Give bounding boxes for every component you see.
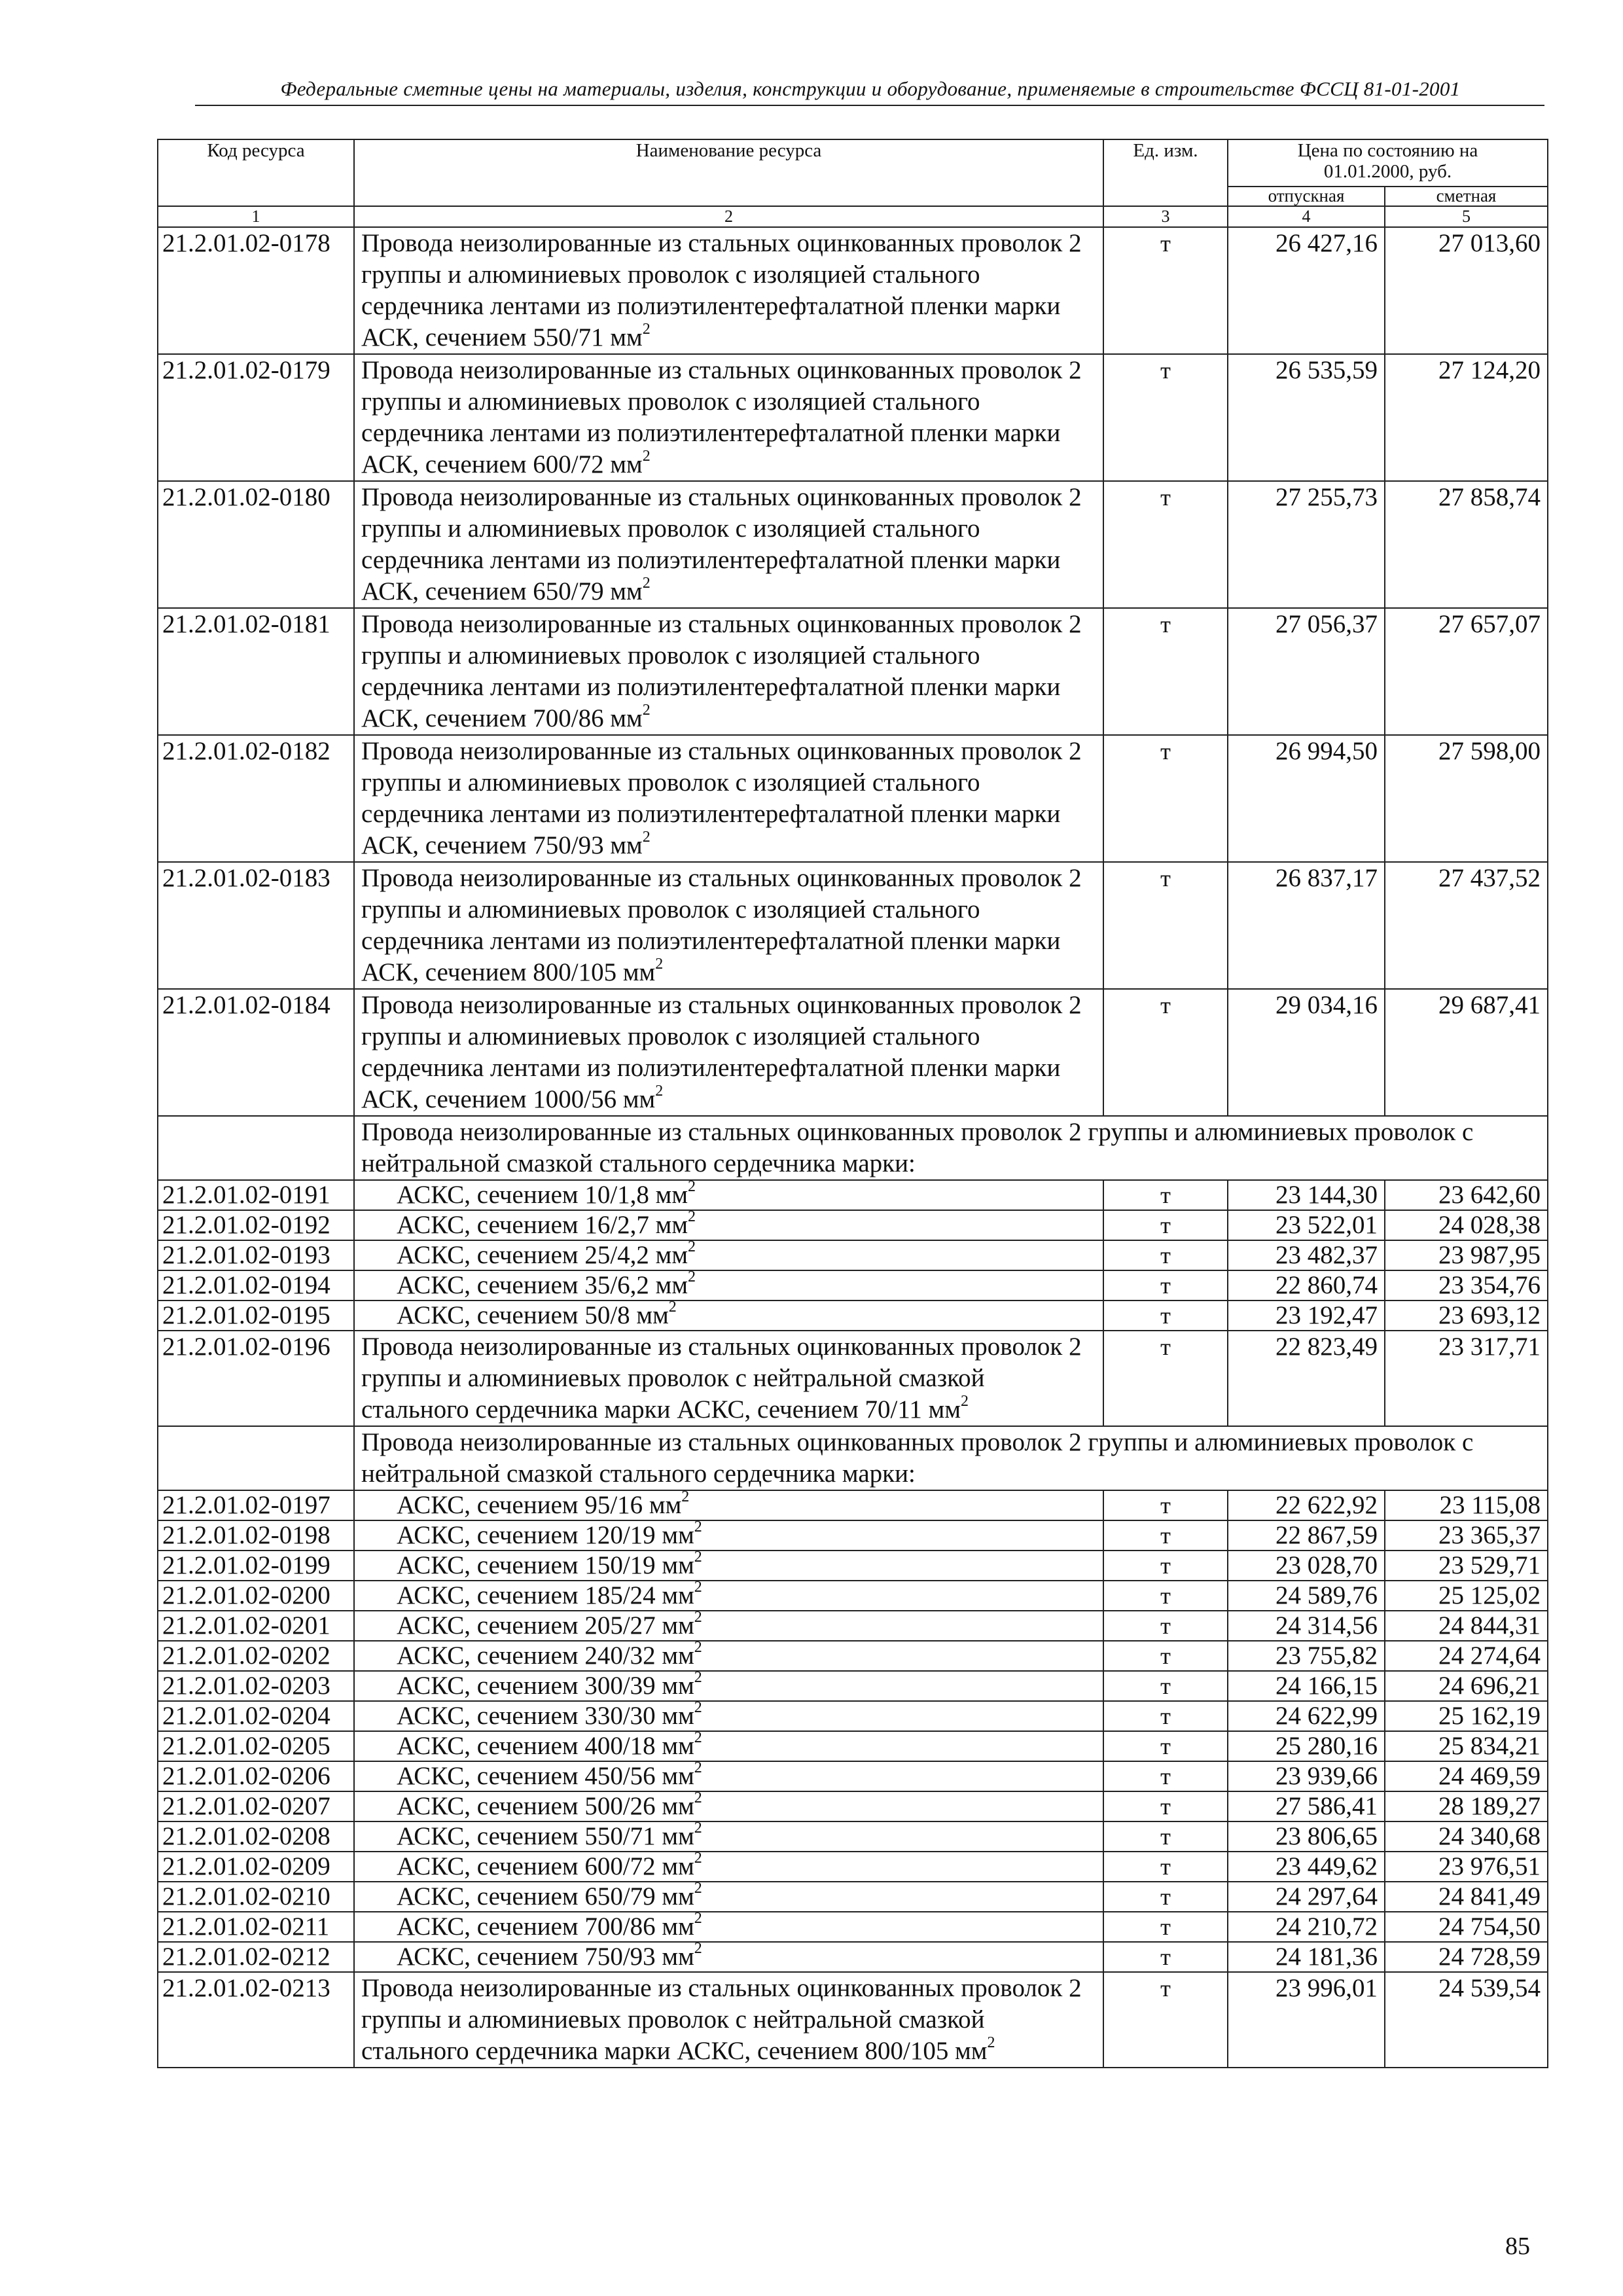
table-row	[158, 1520, 1548, 1551]
unit: т	[1103, 1581, 1228, 1611]
resource-name-text: АСКС, сечением 650/79 мм	[397, 1882, 694, 1910]
resource-name-text: Провода неизолированные из стальных оцинкованных проволок 2 группы и алюминиевых проволок с изоляцией стального сердечника лентами из полиэтилентерефталатной пленки марки АСК, сечением 600/72 мм	[361, 356, 1082, 478]
header-code: Код ресурса	[158, 139, 354, 206]
table-row	[158, 227, 1548, 354]
table-row	[158, 1641, 1548, 1671]
resource-code: 21.2.01.02-0212	[158, 1942, 354, 1972]
resource-name	[354, 1331, 1103, 1426]
price-release: 24 210,72	[1228, 1912, 1385, 1942]
table-row	[158, 481, 1548, 608]
page-number: 85	[1505, 2233, 1530, 2260]
unit: т	[1103, 1331, 1228, 1426]
price-estimate: 24 340,68	[1385, 1821, 1548, 1852]
resource-code: 21.2.01.02-0200	[158, 1581, 354, 1611]
price-release: 24 622,99	[1228, 1701, 1385, 1731]
price-release: 29 034,16	[1228, 989, 1385, 1116]
resource-name	[354, 1852, 1103, 1882]
resource-name-text: Провода неизолированные из стальных оцинкованных проволок 2 группы и алюминиевых проволок с изоляцией стального сердечника лентами из полиэтилентерефталатной пленки марки АСК, сечением 550/71 мм	[361, 229, 1082, 351]
price-release: 26 535,59	[1228, 354, 1385, 481]
price-estimate: 23 987,95	[1385, 1240, 1548, 1270]
resource-code: 21.2.01.02-0208	[158, 1821, 354, 1852]
table-row	[158, 1490, 1548, 1520]
resource-name	[354, 1731, 1103, 1761]
price-estimate: 25 162,19	[1385, 1701, 1548, 1731]
price-estimate: 23 693,12	[1385, 1300, 1548, 1331]
resource-name	[354, 1761, 1103, 1791]
unit: т	[1103, 608, 1228, 735]
resource-name	[354, 1490, 1103, 1520]
resource-name	[354, 608, 1103, 735]
price-estimate: 23 115,08	[1385, 1490, 1548, 1520]
price-estimate: 27 858,74	[1385, 481, 1548, 608]
resource-code: 21.2.01.02-0211	[158, 1912, 354, 1942]
resource-name-text: АСКС, сечением 700/86 мм	[397, 1912, 694, 1941]
resource-code: 21.2.01.02-0197	[158, 1490, 354, 1520]
price-estimate: 23 317,71	[1385, 1331, 1548, 1426]
resource-code: 21.2.01.02-0179	[158, 354, 354, 481]
price-estimate: 27 124,20	[1385, 354, 1548, 481]
price-estimate: 23 642,60	[1385, 1180, 1548, 1210]
resource-name	[354, 1882, 1103, 1912]
resource-name-text: Провода неизолированные из стальных оцинкованных проволок 2 группы и алюминиевых проволок с изоляцией стального сердечника лентами из полиэтилентерефталатной пленки марки АСК, сечением 700/86 мм	[361, 610, 1082, 732]
price-estimate: 27 657,07	[1385, 608, 1548, 735]
resource-name-text: АСКС, сечением 185/24 мм	[397, 1581, 694, 1609]
unit-superscript: 2	[694, 1669, 702, 1686]
resource-name-text: АСКС, сечением 150/19 мм	[397, 1551, 694, 1579]
resource-name	[354, 1641, 1103, 1671]
resource-name-text: АСКС, сечением 10/1,8 мм	[397, 1181, 688, 1209]
resource-name-text: АСКС, сечением 25/4,2 мм	[397, 1241, 688, 1269]
resource-name	[354, 1821, 1103, 1852]
price-release: 27 255,73	[1228, 481, 1385, 608]
price-release: 23 449,62	[1228, 1852, 1385, 1882]
unit-superscript: 2	[961, 1393, 969, 1410]
unit-superscript: 2	[688, 1238, 696, 1255]
price-release: 22 823,49	[1228, 1331, 1385, 1426]
price-estimate: 23 354,76	[1385, 1270, 1548, 1300]
resource-code: 21.2.01.02-0193	[158, 1240, 354, 1270]
table-body	[158, 227, 1548, 2068]
resource-code: 21.2.01.02-0198	[158, 1520, 354, 1551]
unit-superscript: 2	[688, 1268, 696, 1285]
unit: т	[1103, 1912, 1228, 1942]
price-estimate: 27 013,60	[1385, 227, 1548, 354]
column-number: 4	[1228, 206, 1385, 227]
resource-code: 21.2.01.02-0184	[158, 989, 354, 1116]
resource-name	[354, 1240, 1103, 1270]
table-row	[158, 989, 1548, 1116]
resource-code: 21.2.01.02-0196	[158, 1331, 354, 1426]
header-name: Наименование ресурса	[354, 139, 1103, 206]
table-row	[158, 1240, 1548, 1270]
unit-superscript: 2	[694, 1518, 702, 1535]
resource-name-text: АСКС, сечением 750/93 мм	[397, 1943, 694, 1971]
table-row	[158, 1611, 1548, 1641]
resource-code: 21.2.01.02-0203	[158, 1671, 354, 1701]
unit: т	[1103, 1821, 1228, 1852]
price-release: 23 522,01	[1228, 1210, 1385, 1240]
resource-code: 21.2.01.02-0209	[158, 1852, 354, 1882]
price-release: 23 144,30	[1228, 1180, 1385, 1210]
resource-name-text: АСКС, сечением 240/32 мм	[397, 1641, 694, 1670]
resource-code: 21.2.01.02-0204	[158, 1701, 354, 1731]
header-price-release: отпускная	[1228, 187, 1385, 206]
resource-name-text: АСКС, сечением 205/27 мм	[397, 1611, 694, 1640]
table-row	[158, 1701, 1548, 1731]
unit: т	[1103, 1270, 1228, 1300]
column-number: 5	[1385, 206, 1548, 227]
resource-name	[354, 1701, 1103, 1731]
resource-name-text: АСКС, сечением 600/72 мм	[397, 1852, 694, 1880]
price-release: 23 755,82	[1228, 1641, 1385, 1671]
resource-name	[354, 481, 1103, 608]
unit-superscript: 2	[694, 1940, 702, 1957]
resource-code: 21.2.01.02-0206	[158, 1761, 354, 1791]
resource-name-text: АСКС, сечением 120/19 мм	[397, 1521, 694, 1549]
resource-name	[354, 1551, 1103, 1581]
resource-name-text: Провода неизолированные из стальных оцинкованных проволок 2 группы и алюминиевых проволок с изоляцией стального сердечника лентами из полиэтилентерефталатной пленки марки АСК, сечением 650/79 мм	[361, 483, 1082, 605]
resource-name	[354, 735, 1103, 862]
unit-superscript: 2	[694, 1549, 702, 1566]
resource-code: 21.2.01.02-0183	[158, 862, 354, 989]
resource-name-text: АСКС, сечением 500/26 мм	[397, 1792, 694, 1820]
resource-code: 21.2.01.02-0207	[158, 1791, 354, 1821]
resource-code: 21.2.01.02-0178	[158, 227, 354, 354]
resource-name	[354, 1520, 1103, 1551]
resource-name	[354, 1581, 1103, 1611]
header-price-group: Цена по состоянию на 01.01.2000, руб.	[1228, 139, 1548, 187]
unit: т	[1103, 1520, 1228, 1551]
resource-name-text: Провода неизолированные из стальных оцинкованных проволок 2 группы и алюминиевых проволок с нейтральной смазкой стального сердечника марки АСКС, сечением 70/11 мм	[361, 1333, 1082, 1424]
price-release: 22 867,59	[1228, 1520, 1385, 1551]
price-release: 23 939,66	[1228, 1761, 1385, 1791]
price-estimate: 28 189,27	[1385, 1791, 1548, 1821]
price-estimate: 24 028,38	[1385, 1210, 1548, 1240]
resource-name	[354, 1180, 1103, 1210]
price-estimate: 24 841,49	[1385, 1882, 1548, 1912]
table-row	[158, 354, 1548, 481]
unit: т	[1103, 1180, 1228, 1210]
price-release: 25 280,16	[1228, 1731, 1385, 1761]
resource-name	[354, 1972, 1103, 2068]
resource-code: 21.2.01.02-0210	[158, 1882, 354, 1912]
table-row	[158, 1972, 1548, 2068]
unit: т	[1103, 1972, 1228, 2068]
unit-superscript: 2	[694, 1729, 702, 1746]
resource-name	[354, 1210, 1103, 1240]
unit-superscript: 2	[655, 956, 664, 973]
group-heading: Провода неизолированные из стальных оцинкованных проволок 2 группы и алюминиевых проволок с нейтральной смазкой стального сердечника марки:	[354, 1116, 1548, 1180]
resource-name-text: АСКС, сечением 450/56 мм	[397, 1762, 694, 1790]
resource-name-text: Провода неизолированные из стальных оцинкованных проволок 2 группы и алюминиевых проволок с нейтральной смазкой стального сердечника марки АСКС, сечением 800/105 мм	[361, 1974, 1082, 2065]
price-estimate: 24 539,54	[1385, 1972, 1548, 2068]
column-numbers-row	[158, 206, 1548, 227]
unit-superscript: 2	[694, 1639, 702, 1656]
table-row	[158, 1731, 1548, 1761]
unit: т	[1103, 1761, 1228, 1791]
price-release: 26 837,17	[1228, 862, 1385, 989]
unit: т	[1103, 1641, 1228, 1671]
header-unit: Ед. изм.	[1103, 139, 1228, 206]
resource-code: 21.2.01.02-0182	[158, 735, 354, 862]
price-release: 24 166,15	[1228, 1671, 1385, 1701]
unit-superscript: 2	[694, 1579, 702, 1596]
group-heading: Провода неизолированные из стальных оцинкованных проволок 2 группы и алюминиевых проволок с нейтральной смазкой стального сердечника марки:	[354, 1426, 1548, 1490]
unit-superscript: 2	[642, 448, 651, 465]
resource-name-text: АСКС, сечением 550/71 мм	[397, 1822, 694, 1850]
resource-name	[354, 1791, 1103, 1821]
unit-superscript: 2	[694, 1759, 702, 1776]
unit-superscript: 2	[987, 2034, 995, 2051]
code-cell	[158, 1426, 354, 1490]
header-rule	[195, 105, 1544, 106]
price-release: 24 589,76	[1228, 1581, 1385, 1611]
resource-name-text: АСКС, сечением 300/39 мм	[397, 1672, 694, 1700]
resource-code: 21.2.01.02-0195	[158, 1300, 354, 1331]
price-release: 23 482,37	[1228, 1240, 1385, 1270]
unit-superscript: 2	[694, 1789, 702, 1806]
price-release: 22 860,74	[1228, 1270, 1385, 1300]
resource-name	[354, 1671, 1103, 1701]
resource-code: 21.2.01.02-0180	[158, 481, 354, 608]
price-estimate: 27 598,00	[1385, 735, 1548, 862]
price-release: 24 181,36	[1228, 1942, 1385, 1972]
price-estimate: 25 125,02	[1385, 1581, 1548, 1611]
price-release: 27 586,41	[1228, 1791, 1385, 1821]
resource-code: 21.2.01.02-0192	[158, 1210, 354, 1240]
table-row	[158, 1912, 1548, 1942]
resource-code: 21.2.01.02-0213	[158, 1972, 354, 2068]
unit: т	[1103, 1240, 1228, 1270]
table-row	[158, 1821, 1548, 1852]
resource-name-text: АСКС, сечением 330/30 мм	[397, 1702, 694, 1730]
table-row	[158, 608, 1548, 735]
unit: т	[1103, 735, 1228, 862]
unit: т	[1103, 481, 1228, 608]
unit-superscript: 2	[688, 1208, 696, 1225]
unit-superscript: 2	[681, 1488, 690, 1505]
price-table	[157, 139, 1548, 2068]
resource-code: 21.2.01.02-0191	[158, 1180, 354, 1210]
price-release: 27 056,37	[1228, 608, 1385, 735]
unit: т	[1103, 227, 1228, 354]
unit: т	[1103, 1551, 1228, 1581]
resource-name-text: Провода неизолированные из стальных оцинкованных проволок 2 группы и алюминиевых проволок с изоляцией стального сердечника лентами из полиэтилентерефталатной пленки марки АСК, сечением 750/93 мм	[361, 737, 1082, 859]
resource-name	[354, 1300, 1103, 1331]
table-row	[158, 1180, 1548, 1210]
resource-name-text: АСКС, сечением 16/2,7 мм	[397, 1211, 688, 1239]
unit: т	[1103, 1300, 1228, 1331]
unit: т	[1103, 1942, 1228, 1972]
price-estimate: 24 754,50	[1385, 1912, 1548, 1942]
price-estimate: 23 976,51	[1385, 1852, 1548, 1882]
unit-superscript: 2	[694, 1820, 702, 1837]
column-number: 2	[354, 206, 1103, 227]
price-estimate: 27 437,52	[1385, 862, 1548, 989]
resource-name	[354, 989, 1103, 1116]
table-row	[158, 1581, 1548, 1611]
header-price-estimate: сметная	[1385, 187, 1548, 206]
table-row	[158, 1210, 1548, 1240]
price-release: 26 994,50	[1228, 735, 1385, 862]
table-row	[158, 1300, 1548, 1331]
unit: т	[1103, 1882, 1228, 1912]
unit: т	[1103, 1852, 1228, 1882]
price-estimate: 24 844,31	[1385, 1611, 1548, 1641]
column-number: 3	[1103, 206, 1228, 227]
unit-superscript: 2	[642, 702, 651, 719]
table-row	[158, 1761, 1548, 1791]
unit: т	[1103, 1490, 1228, 1520]
price-release: 26 427,16	[1228, 227, 1385, 354]
unit: т	[1103, 1611, 1228, 1641]
unit-superscript: 2	[694, 1910, 702, 1927]
price-estimate: 24 274,64	[1385, 1641, 1548, 1671]
table-row	[158, 1852, 1548, 1882]
unit-superscript: 2	[668, 1299, 677, 1316]
unit: т	[1103, 862, 1228, 989]
running-header: Федеральные сметные цены на материалы, изделия, конструкции и оборудование, применяемые в строительстве ФССЦ 81-01-2001	[280, 77, 1461, 100]
resource-name	[354, 1942, 1103, 1972]
resource-code: 21.2.01.02-0194	[158, 1270, 354, 1300]
table-row	[158, 1551, 1548, 1581]
price-estimate: 25 834,21	[1385, 1731, 1548, 1761]
unit: т	[1103, 1210, 1228, 1240]
unit-superscript: 2	[694, 1609, 702, 1626]
price-release: 24 314,56	[1228, 1611, 1385, 1641]
unit-superscript: 2	[642, 321, 651, 338]
resource-name	[354, 862, 1103, 989]
unit-superscript: 2	[642, 829, 651, 846]
price-estimate: 23 365,37	[1385, 1520, 1548, 1551]
price-release: 23 806,65	[1228, 1821, 1385, 1852]
resource-name-text: АСКС, сечением 35/6,2 мм	[397, 1271, 688, 1299]
resource-code: 21.2.01.02-0201	[158, 1611, 354, 1641]
unit-superscript: 2	[694, 1850, 702, 1867]
resource-name-text: АСКС, сечением 400/18 мм	[397, 1732, 694, 1760]
resource-name	[354, 1270, 1103, 1300]
price-estimate: 29 687,41	[1385, 989, 1548, 1116]
table-row	[158, 1270, 1548, 1300]
resource-code: 21.2.01.02-0199	[158, 1551, 354, 1581]
unit-superscript: 2	[694, 1880, 702, 1897]
group-heading-row	[158, 1116, 1548, 1180]
table-row	[158, 1331, 1548, 1426]
unit: т	[1103, 1791, 1228, 1821]
unit-superscript: 2	[688, 1178, 696, 1195]
table-row	[158, 1671, 1548, 1701]
resource-name-text: Провода неизолированные из стальных оцинкованных проволок 2 группы и алюминиевых проволок с изоляцией стального сердечника лентами из полиэтилентерефталатной пленки марки АСК, сечением 1000/56 мм	[361, 991, 1082, 1113]
unit-superscript: 2	[642, 575, 651, 592]
table-row	[158, 1882, 1548, 1912]
table-row	[158, 1791, 1548, 1821]
price-estimate: 24 469,59	[1385, 1761, 1548, 1791]
resource-code: 21.2.01.02-0205	[158, 1731, 354, 1761]
resource-code: 21.2.01.02-0202	[158, 1641, 354, 1671]
price-release: 23 996,01	[1228, 1972, 1385, 2068]
price-release: 22 622,92	[1228, 1490, 1385, 1520]
resource-name-text: АСКС, сечением 95/16 мм	[397, 1491, 682, 1519]
unit: т	[1103, 989, 1228, 1116]
column-number: 1	[158, 206, 354, 227]
unit: т	[1103, 354, 1228, 481]
price-release: 23 028,70	[1228, 1551, 1385, 1581]
resource-name	[354, 1611, 1103, 1641]
unit-superscript: 2	[655, 1083, 664, 1100]
price-estimate: 23 529,71	[1385, 1551, 1548, 1581]
unit: т	[1103, 1731, 1228, 1761]
code-cell	[158, 1116, 354, 1180]
price-release: 23 192,47	[1228, 1300, 1385, 1331]
table-row	[158, 862, 1548, 989]
unit: т	[1103, 1701, 1228, 1731]
resource-name-text: АСКС, сечением 50/8 мм	[397, 1301, 669, 1329]
resource-name-text: Провода неизолированные из стальных оцинкованных проволок 2 группы и алюминиевых проволок с изоляцией стального сердечника лентами из полиэтилентерефталатной пленки марки АСК, сечением 800/105 мм	[361, 864, 1082, 986]
price-release: 24 297,64	[1228, 1882, 1385, 1912]
resource-name	[354, 1912, 1103, 1942]
price-estimate: 24 696,21	[1385, 1671, 1548, 1701]
resource-name	[354, 227, 1103, 354]
price-estimate: 24 728,59	[1385, 1942, 1548, 1972]
table-row	[158, 735, 1548, 862]
unit: т	[1103, 1671, 1228, 1701]
resource-code: 21.2.01.02-0181	[158, 608, 354, 735]
unit-superscript: 2	[694, 1699, 702, 1716]
resource-name	[354, 354, 1103, 481]
table-row	[158, 1942, 1548, 1972]
group-heading-row	[158, 1426, 1548, 1490]
